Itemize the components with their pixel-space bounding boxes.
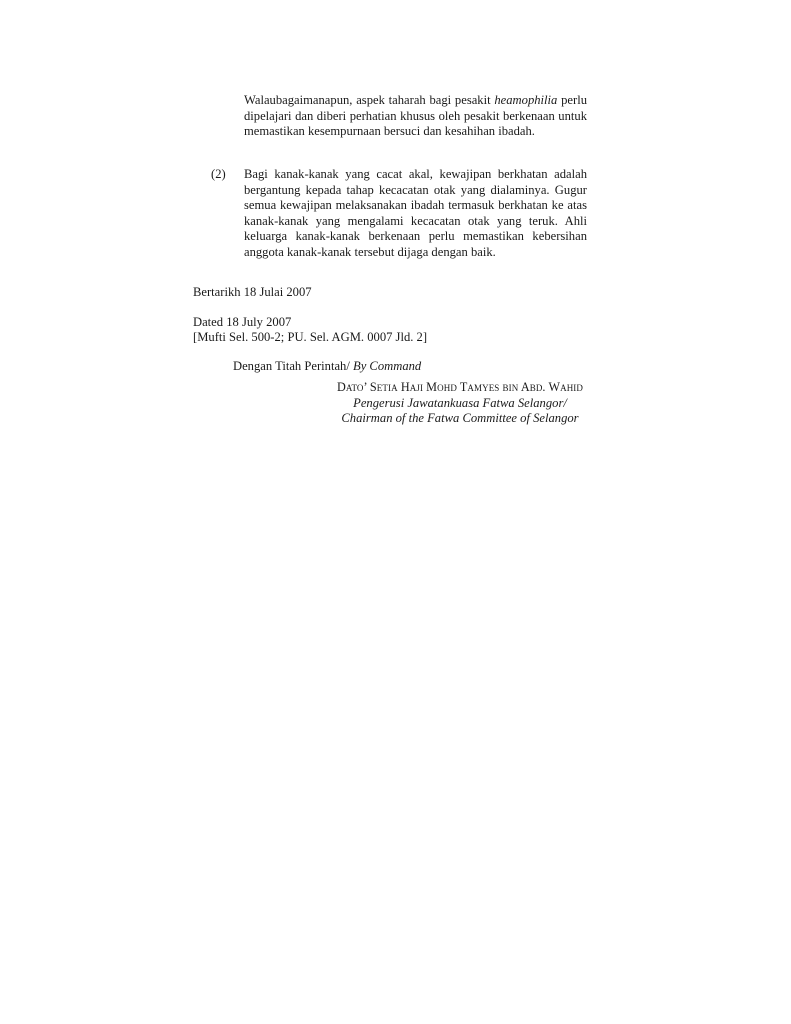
paragraph-heamophilia — [244, 93, 587, 140]
paragraph-2-text: Bagi kanak-kanak yang cacat akal, kewajipan berkhatan adalah bergantung kepada tahap kecacatan otak yang dialaminya. Gugur semua kewajipan melaksanakan ibadah termasuk berkhatan ke atas kanak-kanak yang mengalami kecacatan otak yang teruk. Ahli keluarga kanak-kanak berkenaan perlu memastikan kebersihan anggota kanak-kanak tersebut dijaga dengan baik. — [244, 167, 587, 259]
paragraph-1-text-start: Walaubagaimanapun, aspek taharah bagi pesakit — [244, 93, 495, 107]
command-line — [233, 359, 421, 375]
date-malay: Bertarikh 18 Julai 2007 — [193, 285, 312, 299]
paragraph-1-italic-term: heamophilia — [494, 93, 558, 107]
command-malay: Dengan Titah Perintah/ — [233, 359, 353, 373]
signatory-title-malay: Pengerusi Jawatankuasa Fatwa Selangor/ — [353, 395, 567, 410]
reference-number: [Mufti Sel. 500-2; PU. Sel. AGM. 0007 Jld. 2] — [193, 330, 428, 344]
signatory-block — [300, 380, 620, 427]
paragraph-1-text-end: perlu dipelajari dan diberi perhatian khusus oleh pesakit berkenaan untuk memastikan kesempurnaan bersuci dan kesahihan ibadah. — [244, 93, 587, 139]
signatory-title-english: Chairman of the Fatwa Committee of Selangor — [341, 411, 579, 426]
paragraph-2-number: (2) — [211, 167, 226, 181]
date-english: Dated 18 July 2007 — [193, 315, 292, 329]
signatory-name: Dato’ Setia Haji Mohd Tamyes bin Abd. Wahid — [336, 380, 583, 394]
command-english: By Command — [353, 359, 422, 373]
